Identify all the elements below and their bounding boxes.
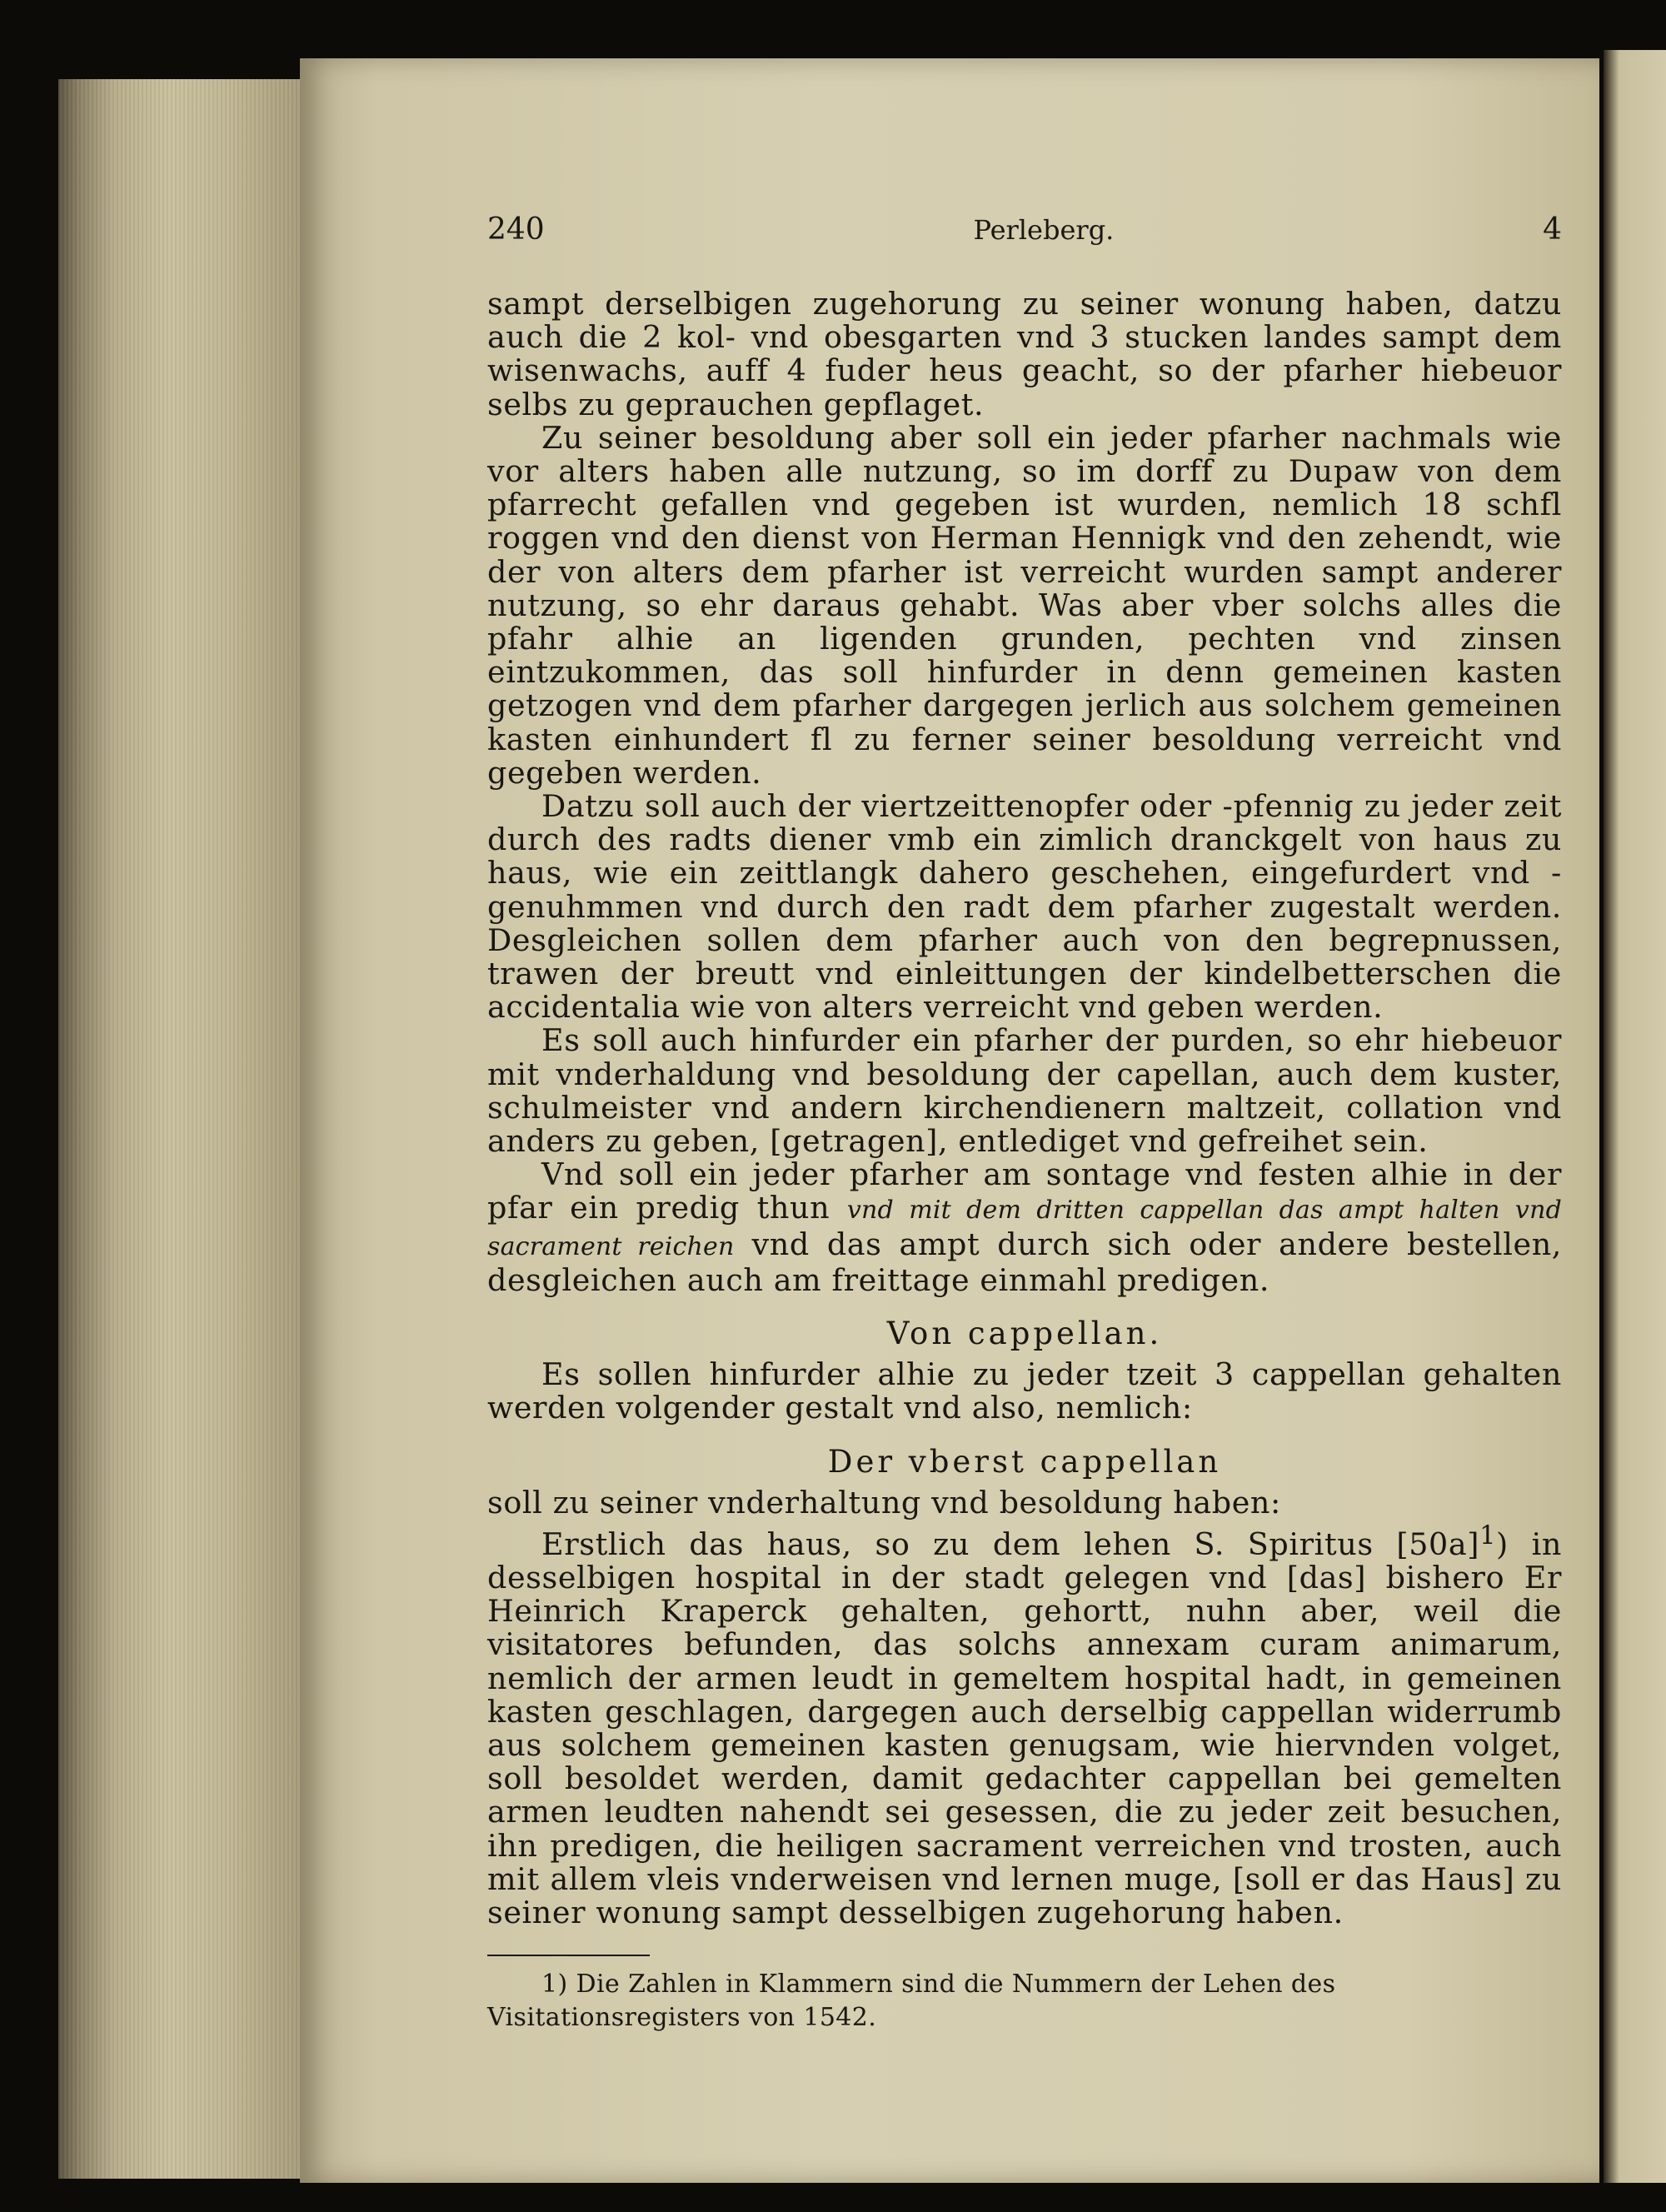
paragraph-viertzeittenopfer: Datzu soll auch der viertzeittenopfer oder -pfennig zu jeder zeit durch des radts diener vmb ein zimlich dranckgelt von haus zu haus, wie ein zeittlangk dahero geschehen, eingefurdert vnd -genuhmmen vnd durch den radt dem pfarher zugestalt werden. Desgleichen sollen dem pfarher auch von den begrepnussen, trawen der breutt vnd einleittungen der kindelbetterschen die accidentalia wie von alters verreicht vnd geben werden. — [487, 788, 1562, 1026]
paragraph-vnderhaltung: soll zu seiner vnderhaltung vnd besoldung haben: — [487, 1484, 1281, 1520]
paragraph-purden: Es soll auch hinfurder ein pfarher der purden, so ehr hiebeuor mit vnderhaldung vnd besoldung der capellan, auch dem kuster, schulmeister vnd andern kirchendienern maltzeit, collation vnd anders zu geben, [getragen], entlediget vnd gefreihet sein. — [487, 1022, 1562, 1160]
facing-page-edge — [1604, 50, 1666, 2183]
paragraph-erstlich-after: ) in desselbigen hospital in der stadt gelegen vnd [das] bishero Er Heinrich Kraperck gehalten, gehortt, nuhn aber, weil die visitatores befunden, das solchs annexam curam animarum, nemlich der armen leudt in gemeltem hospital hadt, in gemeinen kasten geschlagen, dargegen auch derselbig cappellan widerrumb aus solchem gemeinen kasten genugsam, wie hiervnden volget, soll besoldet werden, damit gedachter cappellan bei gemelten armen leudten nahendt sei gesessen, die zu jeder zeit besuchen, ihn predigen, die heiligen sacrament verreichen vnd trosten, auch mit allem vleis vnderweisen vnd lernen muge, [soll er das Haus] zu seiner wonung sampt desselbigen zugehorung haben. — [487, 1525, 1562, 1931]
paragraph-besoldung: Zu seiner besoldung aber soll ein jeder pfarher nachmals wie vor alters haben alle nutzung, so im dorff zu Dupaw von dem pfarrecht gefallen vnd gegeben ist wurden, nemlich 18 schfl roggen vnd den dienst von Herman Hennigk vnd den zehendt, wie der von alters dem pfarher ist verreicht wurden sampt anderer nutzung, so ehr daraus gehabt. Was aber vber solchs alles die pfahr alhie an ligenden grunden, pechten vnd zinsen eintzukommen, das soll hinfurder in denn gemeinen kasten getzogen vnd dem pfarher dargegen jerlich aus solchem gemeinen kasten einhundert fl zu ferner seiner besoldung verreicht vnd gegeben werden. — [487, 419, 1562, 791]
paragraph-predig-italic: vnd mit dem dritten cappellan das ampt halten vnd sacrament reichen — [487, 1196, 1563, 1261]
footnote: 1) Die Zahlen in Klammern sind die Nummern der Lehen des Visitationsregisters von 1542. — [487, 1970, 1336, 2033]
paragraph-erstlich-before: Erstlich das haus, so zu dem lehen S. Spiritus [50a] — [541, 1525, 1480, 1562]
paragraph-erstlich — [487, 1520, 1562, 1930]
paragraph-predig-after: vnd das ampt durch sich oder andere bestellen, desgleichen auch am freittage einmahl predigen. — [487, 1226, 1563, 1298]
page-text-block — [487, 212, 1562, 2035]
paragraph-predig-before: Vnd soll ein jeder pfarher am sontage vnd festen alhie in der pfar ein predig thun — [487, 1156, 1562, 1226]
footnote-mark: 1 — [1479, 1520, 1497, 1550]
running-header — [487, 212, 1562, 262]
running-title: Perleberg. — [973, 214, 1115, 246]
heading-von-cappellan: Von cappellan. — [886, 1316, 1163, 1352]
book-page-edges — [58, 79, 308, 2179]
paragraph-cappellan: Es sollen hinfurder alhie zu jeder tzeit 3 cappellan gehalten werden volgender gestalt vnd also, nemlich: — [487, 1356, 1562, 1426]
footnote-rule — [487, 1955, 650, 1956]
paragraph-predig — [487, 1158, 1562, 1297]
page-number: 240 — [487, 212, 545, 247]
paragraph-continuation: sampt derselbigen zugehorung zu seiner wonung haben, datzu auch die 2 kol- vnd obesgarten vnd 3 stucken landes sampt dem wisenwachs, auff 4 fuder heus geacht, so der pfarher hiebeuor selbs zu geprauchen gepflaget. — [487, 286, 1562, 422]
heading-vberst-cappellan: Der vberst cappellan — [827, 1443, 1222, 1480]
section-number: 4 — [1543, 212, 1562, 247]
